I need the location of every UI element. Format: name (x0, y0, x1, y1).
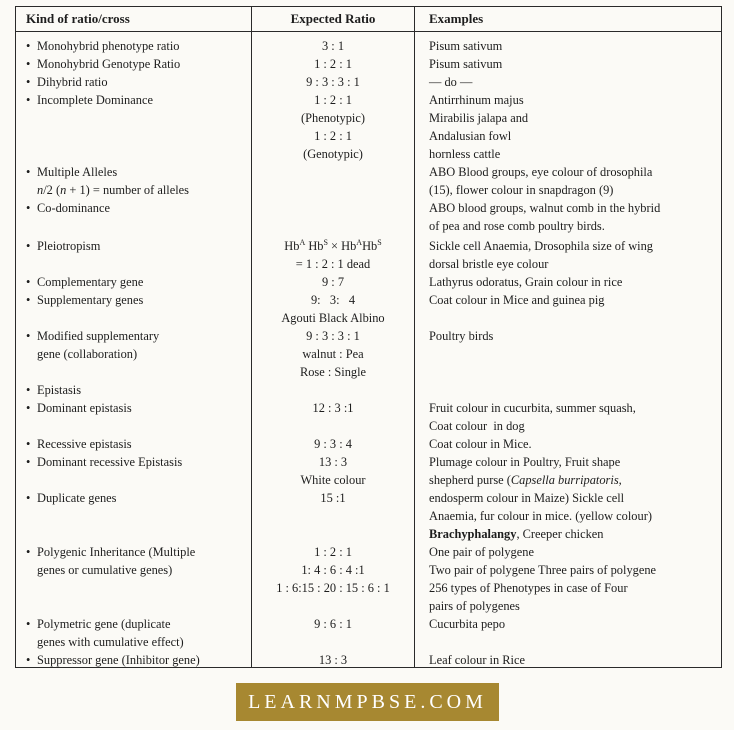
cross-kind: • Supplementary genes (26, 293, 144, 307)
example: Brachyphalangy, Creeper chicken (429, 527, 604, 541)
expected-ratio: 9 : 3 : 3 : 1 (306, 75, 360, 89)
table-row (16, 91, 721, 109)
cross-kind: gene (collaboration) (37, 347, 138, 361)
site-watermark-banner: LEARNMPBSE.COM (236, 683, 499, 721)
bullet-icon: • (26, 75, 31, 89)
expected-ratio: 9: 3: 4 (310, 293, 356, 307)
bullet-icon: • (26, 93, 31, 107)
expected-ratio: 9 : 3 : 3 : 1 (306, 329, 360, 343)
example: Plumage colour in Poultry, Fruit shape (429, 455, 621, 469)
expected-ratio: (Phenotypic) (300, 111, 365, 125)
table-row (16, 273, 721, 291)
example: Antirrhinum majus (429, 93, 524, 107)
example: Fruit colour in cucurbita, summer squash, (429, 401, 636, 415)
cross-kind: • Dominant recessive Epistasis (26, 455, 183, 469)
expected-ratio: 1 : 6:15 : 20 : 15 : 6 : 1 (276, 581, 390, 595)
table-row (16, 651, 721, 669)
example: Pisum sativum (429, 57, 503, 71)
table-row (16, 109, 721, 127)
bullet-icon: • (26, 491, 31, 505)
table-row (16, 399, 721, 417)
table-row (16, 345, 721, 363)
cross-kind: • Complementary gene (26, 275, 144, 289)
table-row (16, 37, 721, 55)
cross-kind: • Incomplete Dominance (26, 93, 153, 107)
expected-ratio: White colour (300, 473, 366, 487)
table-row (16, 327, 721, 345)
alleles-formula: n/2 (n + 1) = number of alleles (37, 183, 189, 197)
table-row (16, 309, 721, 327)
expected-ratio: 12 : 3 :1 (312, 401, 354, 415)
table-row (16, 145, 721, 163)
bullet-icon: • (26, 201, 31, 215)
bullet-icon: • (26, 57, 31, 71)
expected-ratio: 3 : 1 (321, 39, 345, 53)
table-row (16, 255, 721, 273)
bullet-icon: • (26, 293, 31, 307)
table-row (16, 615, 721, 633)
expected-ratio: walnut : Pea (302, 347, 364, 361)
example: Coat colour in Mice and guinea pig (429, 293, 605, 307)
expected-ratio: Agouti Black Albino (281, 311, 385, 325)
cross-kind: • Monohybrid Genotype Ratio (26, 57, 181, 71)
bullet-icon: • (26, 455, 31, 469)
cross-kind: • Polymetric gene (duplicate (26, 617, 171, 631)
table-row (16, 73, 721, 91)
expected-ratio: (Genotypic) (303, 147, 363, 161)
table-row (16, 597, 721, 615)
bullet-icon: • (26, 165, 31, 179)
example: Poultry birds (429, 329, 494, 343)
example: Cucurbita pepo (429, 617, 506, 631)
table-row (16, 633, 721, 651)
example: pairs of polygenes (429, 599, 520, 613)
cross-kind: • Duplicate genes (26, 491, 117, 505)
example: 256 types of Phenotypes in case of Four (429, 581, 628, 595)
table-row (16, 291, 721, 309)
example: Anaemia, fur colour in mice. (yellow colour) (429, 509, 652, 523)
table-row (16, 453, 721, 471)
cross-kind: • Dihybrid ratio (26, 75, 108, 89)
example: ABO Blood groups, eye colour of drosophila (429, 165, 653, 179)
cross-kind: • Multiple Alleles (26, 165, 118, 179)
table-row (16, 237, 721, 255)
bullet-icon: • (26, 239, 31, 253)
example: Andalusian fowl (429, 129, 512, 143)
bullet-icon: • (26, 275, 31, 289)
genetics-ratio-table (15, 6, 722, 668)
cross-kind: • Pleiotropism (26, 239, 101, 253)
example: (15), flower colour in snapdragon (9) (429, 183, 614, 197)
bullet-icon: • (26, 653, 31, 667)
expected-ratio: 1 : 2 : 1 (314, 93, 352, 107)
example: ABO blood groups, walnut comb in the hybrid (429, 201, 661, 215)
table-row (16, 381, 721, 399)
bullet-icon: • (26, 329, 31, 343)
table-row (16, 417, 721, 435)
header-divider (16, 31, 721, 32)
bullet-icon: • (26, 617, 31, 631)
expected-ratio: 1 : 2 : 1 (314, 129, 352, 143)
example: — do — (429, 75, 473, 89)
expected-ratio: 13 : 3 (318, 455, 348, 469)
example: Sickle cell Anaemia, Drosophila size of wing (429, 239, 654, 253)
cross-kind: genes with cumulative effect) (37, 635, 184, 649)
example: Two pair of polygene Three pairs of polygene (429, 563, 657, 577)
table-row (16, 181, 721, 199)
example: Coat colour in dog (429, 419, 525, 433)
table-row (16, 561, 721, 579)
example: hornless cattle (429, 147, 501, 161)
cross-kind: • Suppressor gene (Inhibitor gene) (26, 653, 200, 667)
table-row (16, 543, 721, 561)
example: Coat colour in Mice. (429, 437, 532, 451)
cross-kind: • Recessive epistasis (26, 437, 132, 451)
table-row (16, 199, 721, 217)
example: of pea and rose comb poultry birds. (429, 219, 605, 233)
bullet-icon: • (26, 39, 31, 53)
bullet-icon: • (26, 401, 31, 415)
cross-kind: • Monohybrid phenotype ratio (26, 39, 180, 53)
example: One pair of polygene (429, 545, 534, 559)
expected-ratio: 9 : 7 (321, 275, 345, 289)
table-row (16, 489, 721, 507)
table-row (16, 525, 721, 543)
cross-kind: • Co-dominance (26, 201, 110, 215)
example: dorsal bristle eye colour (429, 257, 549, 271)
cross-kind: • Dominant epistasis (26, 401, 132, 415)
expected-ratio: 13 : 3 (318, 653, 348, 667)
expected-ratio: 9 : 6 : 1 (314, 617, 352, 631)
expected-ratio: 9 : 3 : 4 (314, 437, 352, 451)
example: endosperm colour in Maize) Sickle cell (429, 491, 625, 505)
table-row (16, 55, 721, 73)
table-row (16, 163, 721, 181)
header-examples: Examples (429, 11, 484, 26)
example: Mirabilis jalapa and (429, 111, 529, 125)
table-row (16, 127, 721, 145)
table-row (16, 363, 721, 381)
header-kind: Kind of ratio/cross (26, 11, 130, 26)
bullet-icon: • (26, 545, 31, 559)
example: Lathyrus odoratus, Grain colour in rice (429, 275, 623, 289)
table-row (16, 435, 721, 453)
cross-kind: • Polygenic Inheritance (Multiple (26, 545, 196, 559)
expected-ratio: 15 :1 (320, 491, 346, 505)
expected-ratio: 1 : 2 : 1 (314, 57, 352, 71)
pleiotropism-cross: $Hb^A$ $Hb^S \times Hb^AHb^S$ (284, 238, 382, 253)
table-row (16, 579, 721, 597)
bullet-icon: • (26, 383, 31, 397)
cross-kind: genes or cumulative genes) (37, 563, 173, 577)
bullet-icon: • (26, 437, 31, 451)
example: Leaf colour in Rice (429, 653, 525, 667)
expected-ratio: = 1 : 2 : 1 dead (295, 257, 371, 271)
example: shepherd purse (Capsella burripatoris, (429, 473, 622, 487)
cross-kind: • Epistasis (26, 383, 82, 397)
table-row (16, 217, 721, 235)
expected-ratio: 1: 4 : 6 : 4 :1 (301, 563, 365, 577)
table-row (16, 507, 721, 525)
expected-ratio: 1 : 2 : 1 (314, 545, 352, 559)
table-row (16, 471, 721, 489)
expected-ratio: Rose : Single (299, 365, 367, 379)
example: Pisum sativum (429, 39, 503, 53)
header-expected-ratio: Expected Ratio (290, 11, 376, 26)
cross-kind: • Modified supplementary (26, 329, 160, 343)
